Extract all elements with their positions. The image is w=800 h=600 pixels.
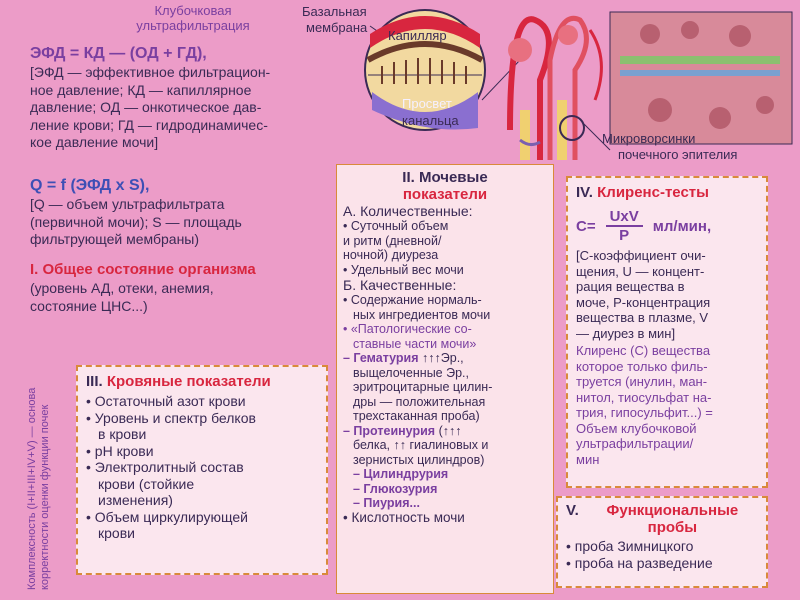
- clearance-desc-line: вещества в плазме, V: [576, 310, 709, 325]
- formula-efd-line: кое давление мочи]: [30, 134, 159, 150]
- kidney-diagram: [290, 0, 800, 165]
- list-item-cont: крови (стойкие: [98, 475, 195, 492]
- capillary-label: Капилляр: [388, 28, 447, 43]
- clearance-formula: [576, 208, 758, 244]
- list-item-cont: в крови: [98, 426, 147, 442]
- section-clearance-title: [576, 184, 758, 202]
- glomerular-title-line1: Клубочковая: [154, 3, 232, 18]
- formula-q-block: [30, 176, 350, 249]
- microvilli-label-1: Микроворсинки: [602, 131, 696, 146]
- clearance-desc-line: [С-коэффициент очи-: [576, 248, 706, 263]
- list-item: • проба Зимницкого: [566, 538, 758, 555]
- list-item: – Глюкозурия: [353, 481, 438, 496]
- clearance-note: [576, 343, 758, 467]
- formula-efd: ЭФД = КД — (ОД + ГД),: [30, 45, 207, 62]
- section-urine-b-list: [343, 293, 547, 525]
- list-item-cont: ных ингредиентов мочи: [353, 307, 491, 322]
- proteinuria-detail-line: белка, ↑↑ гиалиновых и: [353, 438, 489, 452]
- formula-fraction: [606, 208, 643, 244]
- formula-efd-line: [ЭФД — эффективное фильтрацион-: [30, 64, 271, 80]
- membrane-label-2: мембрана: [306, 20, 368, 35]
- formula-efd-line: давление; ОД — онкотическое дав-: [30, 99, 262, 115]
- microvilli-label-2: почечного эпителия: [618, 147, 738, 162]
- complexity-note: [26, 320, 52, 590]
- hematuria-line: [343, 351, 547, 366]
- glomerular-title: [118, 3, 268, 33]
- section-blood-box: [76, 365, 328, 575]
- hematuria-label: – Гематурия: [343, 351, 419, 365]
- section-general-state: [30, 260, 340, 315]
- clearance-desc-line: моче, Р-концентрация: [576, 294, 711, 310]
- clearance-note-line: трия, гипосульфит...) =: [576, 405, 713, 420]
- formula-efd-line: ление крови; ГД — гидродинамичес-: [30, 116, 268, 133]
- section-functional-title: [566, 502, 758, 536]
- glomerular-title-line2: ультрафильтрация: [136, 18, 250, 33]
- list-item: • рН крови: [86, 443, 318, 460]
- hematuria-detail-line: дры — положительная: [353, 394, 486, 409]
- list-item: • «Патологические со-: [343, 322, 547, 337]
- section-general-title: I. Общее состояние организма: [30, 261, 256, 278]
- list-item: • Содержание нормаль-: [343, 293, 547, 308]
- hematuria-detail-line: эритроцитарные цилин-: [353, 380, 493, 394]
- section-general-line: (уровень АД, отеки, анемия,: [30, 280, 214, 296]
- list-item: • проба на разведение: [566, 555, 758, 572]
- clearance-note-line: мин: [576, 451, 600, 467]
- formula-q-line: (первичной мочи); S — площадь: [30, 213, 242, 230]
- list-item: – Цилиндрурия: [353, 467, 449, 481]
- clearance-note-line: нитол, тиосульфат на-: [576, 389, 712, 405]
- list-item: • Кислотность мочи: [343, 511, 547, 526]
- hematuria-detail: ↑↑↑Эр.,: [422, 351, 464, 365]
- section-blood-num: III.: [86, 373, 103, 390]
- section-blood-list: [86, 393, 318, 542]
- section-clearance-box: [566, 176, 768, 488]
- clearance-note-line: Объем клубочковой: [576, 420, 697, 436]
- list-item-cont: и ритм (дневной/: [343, 233, 442, 248]
- list-item: • Суточный объем: [343, 219, 547, 234]
- formula-left: С=: [576, 217, 596, 235]
- hematuria-detail-line: трехстаканная проба): [353, 409, 480, 423]
- list-item: • Удельный вес мочи: [343, 263, 547, 278]
- proteinuria-label: – Протеинурия: [343, 423, 436, 438]
- hematuria-detail-line: выщелоченные Эр.,: [353, 365, 469, 380]
- list-item-cont: ночной) диуреза: [343, 248, 439, 262]
- proteinuria-line: [343, 424, 547, 439]
- clearance-desc-line: щения, U — концент-: [576, 263, 705, 279]
- list-item: • Электролитный состав: [86, 459, 318, 476]
- section-urine-sub-a: А. Количественные:: [343, 203, 473, 219]
- proteinuria-detail: (↑↑↑: [438, 423, 462, 438]
- formula-q: Q = f (ЭФД x S),: [30, 177, 150, 194]
- section-functional-title-1: Функциональные: [606, 502, 739, 519]
- formula-q-desc: [30, 196, 350, 249]
- formula-q-line: [Q — объем ультрафильтрата: [30, 196, 225, 212]
- section-general-line: состояние ЦНС...): [30, 297, 148, 314]
- section-urine-box: [336, 164, 554, 594]
- formula-unit: мл/мин,: [652, 217, 712, 235]
- formula-efd-desc: [30, 64, 360, 152]
- complexity-note-line1: Комплексность (I+II+III+IV+V) — основа: [26, 387, 38, 590]
- section-functional-num: V.: [566, 502, 579, 519]
- list-item: • Остаточный азот крови: [86, 393, 318, 410]
- section-blood-title: [86, 373, 318, 391]
- section-general-desc: [30, 280, 340, 315]
- complexity-note-line2: корректности оценки функции почек: [39, 404, 51, 590]
- section-clearance-title-text: Клиренс-тесты: [597, 184, 709, 201]
- clearance-note-line: Клиренс (С) вещества: [576, 343, 711, 358]
- list-item-cont: ставные части мочи»: [353, 336, 477, 351]
- section-urine-a-list: [343, 219, 547, 277]
- lumen-label-1: Просвет: [402, 96, 452, 111]
- clearance-desc-line: — диурез в мин]: [576, 325, 676, 341]
- clearance-desc-line: рация вещества в: [576, 279, 685, 294]
- list-item: • Объем циркулирующей: [86, 509, 318, 526]
- section-urine-title-2: показатели: [402, 186, 488, 203]
- section-functional-title-text: [587, 502, 758, 536]
- formula-efd-block: [30, 44, 360, 152]
- formula-denominator: P: [619, 227, 630, 244]
- lumen-label-2: канальца: [402, 113, 459, 128]
- membrane-label-1: Базальная: [302, 4, 367, 19]
- formula-numerator: UxV: [606, 208, 643, 227]
- section-functional-title-2: пробы: [647, 519, 698, 536]
- formula-q-line: фильтрующей мембраны): [30, 231, 200, 247]
- section-blood-title-text: Кровяные показатели: [106, 373, 271, 390]
- formula-efd-line: ное давление; КД — капиллярное: [30, 81, 252, 98]
- clearance-desc: [576, 248, 758, 341]
- list-item: • Уровень и спектр белков: [86, 410, 318, 427]
- clearance-note-line: труется (инулин, ман-: [576, 374, 708, 389]
- section-urine-title-1: II. Мочевые: [402, 169, 488, 186]
- section-functional-box: [556, 496, 768, 588]
- list-item-cont: изменения): [98, 492, 173, 508]
- proteinuria-detail-line: зернистых цилиндров): [353, 452, 485, 467]
- section-functional-list: [566, 538, 758, 572]
- section-clearance-num: IV.: [576, 184, 593, 201]
- list-item-cont: крови: [98, 525, 135, 541]
- section-urine-title: [343, 169, 547, 203]
- list-item: – Пиурия...: [353, 496, 420, 510]
- clearance-note-line: ультрафильтрации/: [576, 436, 694, 451]
- section-urine-sub-b: Б. Качественные:: [343, 277, 457, 293]
- kidney-illustration: [290, 0, 800, 165]
- clearance-note-line: которое только филь-: [576, 358, 708, 374]
